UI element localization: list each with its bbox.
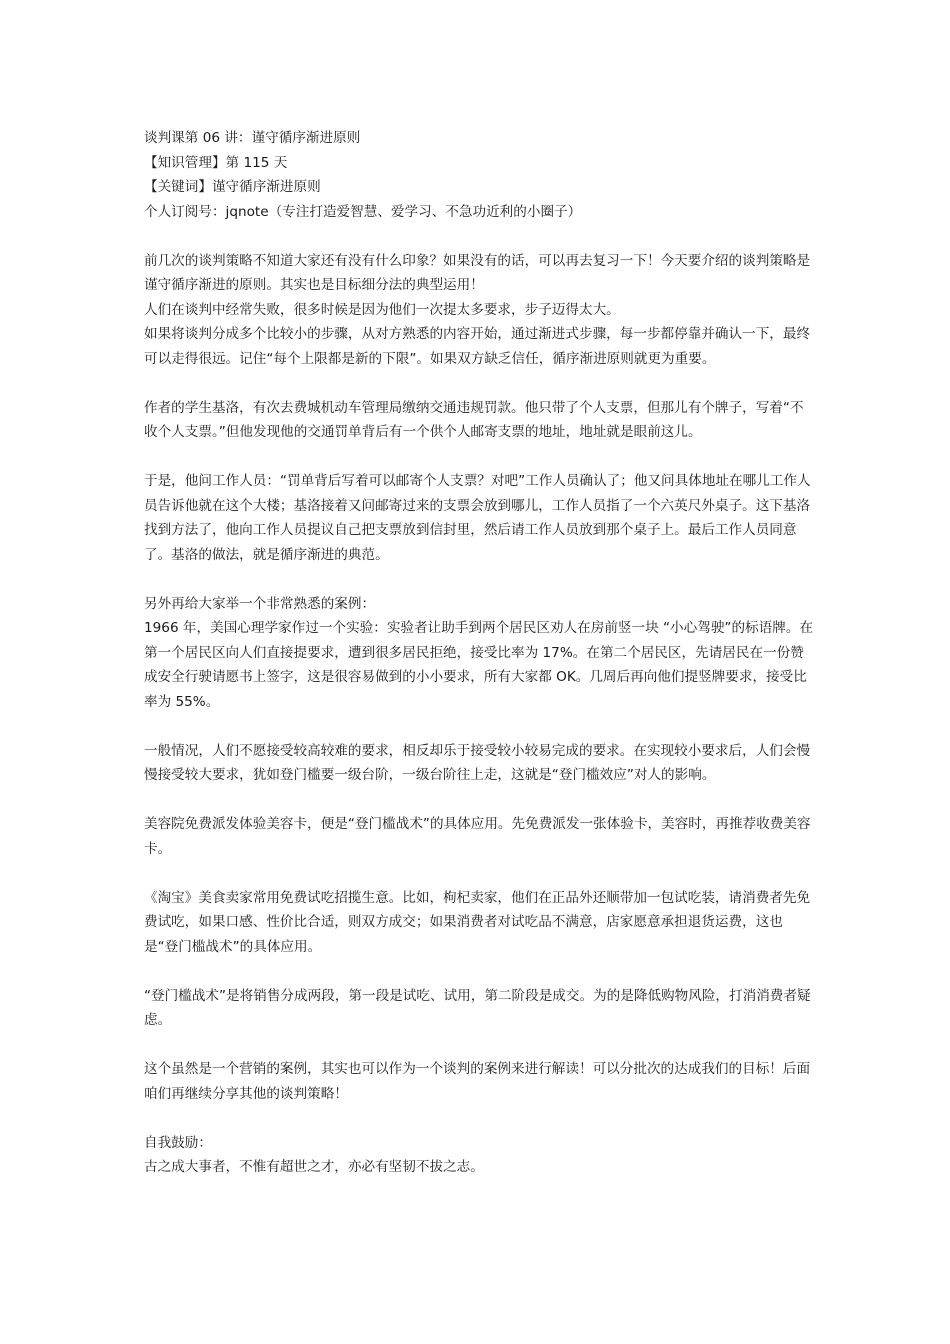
paragraph: 作者的学生基洛，有次去费城机动车管理局缴纳交通违规罚款。他只带了个人支票，但那儿有个牌子，写着“不收个人支票。”但他发现他的交通罚单背后有一个供个人邮寄支票的地址，地址就是眼前这儿。 [144, 399, 804, 440]
document-body [144, 126, 816, 1180]
paragraph: “登门槛战术”是将销售分成两段，第一段是试吃、试用，第二阶段是成交。为的是降低购物风险，打消消费者疑虑。 [144, 987, 811, 1028]
spacer [144, 224, 816, 249]
paragraph: 前几次的谈判策略不知道大家还有没有什么印象？如果没有的话，可以再去复习一下！今天要介绍的谈判策略是谨守循序渐进的原则。其实也是目标细分法的典型运用！ [144, 252, 811, 293]
paragraph: 另外再给大家举一个非常熟悉的案例： [144, 595, 376, 612]
motto-label: 自我鼓励： [144, 1134, 212, 1151]
paragraph: 《淘宝》美食卖家常用免费试吃招揽生意。比如，枸杞卖家，他们在正品外还顺带加一包试吃装，请消费者先免费试吃，如果口感、性价比合适，则双方成交；如果消费者对试吃品不满意，店家愿意承担退货运费，这也是“登门槛战术”的具体应用。 [144, 889, 811, 955]
spacer [144, 861, 816, 886]
paragraph: 这个虽然是一个营销的案例，其实也可以作为一个谈判的案例来进行解读！可以分批次的达成我们的目标！后面咱们再继续分享其他的谈判策略！ [144, 1061, 811, 1102]
spacer [144, 714, 816, 739]
lesson-title: 谈判课第 06 讲：谨守循序渐进原则 [144, 130, 361, 146]
spacer [144, 567, 816, 592]
paragraph: 于是，他问工作人员：“罚单背后写着可以邮寄个人支票？对吧”工作人员确认了；他又问具体地址在哪儿工作人员告诉他就在这个大楼；基洛接着又问邮寄过来的支票会放到哪儿，工作人员指了一个六英尺外桌子。这下基洛找到方法了，他向工作人员提议自己把支票放到信封里，然后请工作人员放到那个桌子上。最后工作人员同意了。基洛的做法，就是循序渐进的典范。 [144, 473, 811, 563]
paragraph: 人们在谈判中经常失败，很多时候是因为他们一次提太多要求，步子迈得太大。 [144, 301, 620, 318]
spacer [144, 788, 816, 813]
subscription-account: 个人订阅号：jqnote（专注打造爱智慧、爱学习、不急功近利的小圈子） [144, 203, 582, 220]
knowledge-day: 【知识管理】第 115 天 [144, 154, 288, 171]
keywords: 【关键词】谨守循序渐进原则 [144, 179, 321, 195]
spacer [144, 445, 816, 470]
spacer [144, 959, 816, 984]
spacer [144, 1106, 816, 1131]
paragraph: 如果将谈判分成多个比较小的步骤，从对方熟悉的内容开始，通过渐进式步骤，每一步都停靠并确认一下，最终可以走得很远。记住“每个上限都是新的下限”。如果双方缺乏信任，循序渐进原则就更为重要。 [144, 326, 811, 367]
paragraph: 美容院免费派发体验美容卡，便是“登门槛战术”的具体应用。先免费派发一张体验卡，美容时，再推荐收费美容卡。 [144, 816, 811, 857]
motto-quote: 古之成大事者，不惟有超世之才，亦必有坚韧不拔之志。 [144, 1159, 484, 1175]
spacer [144, 1033, 816, 1058]
spacer [144, 371, 816, 396]
paragraph: 1966 年，美国心理学家作过一个实验：实验者让助手到两个居民区劝人在房前竖一块 “小心驾驶”的标语牌。在第一个居民区向人们直接提要求，遭到很多居民拒绝，接受比率为 17%。在第二个居民区，先请居民在一份赞成安全行驶请愿书上签字，这是很容易做到的小小要求，所有大家都 OK。几周后再向他们提竖牌要求，接受比率为 55%。 [144, 620, 814, 710]
paragraph: 一般情况，人们不愿接受较高较难的要求，相反却乐于接受较小较易完成的要求。在实现较小要求后，人们会慢慢接受较大要求，犹如登门槛要一级台阶，一级台阶往上走，这就是“登门槛效应”对人的影响。 [144, 742, 811, 783]
